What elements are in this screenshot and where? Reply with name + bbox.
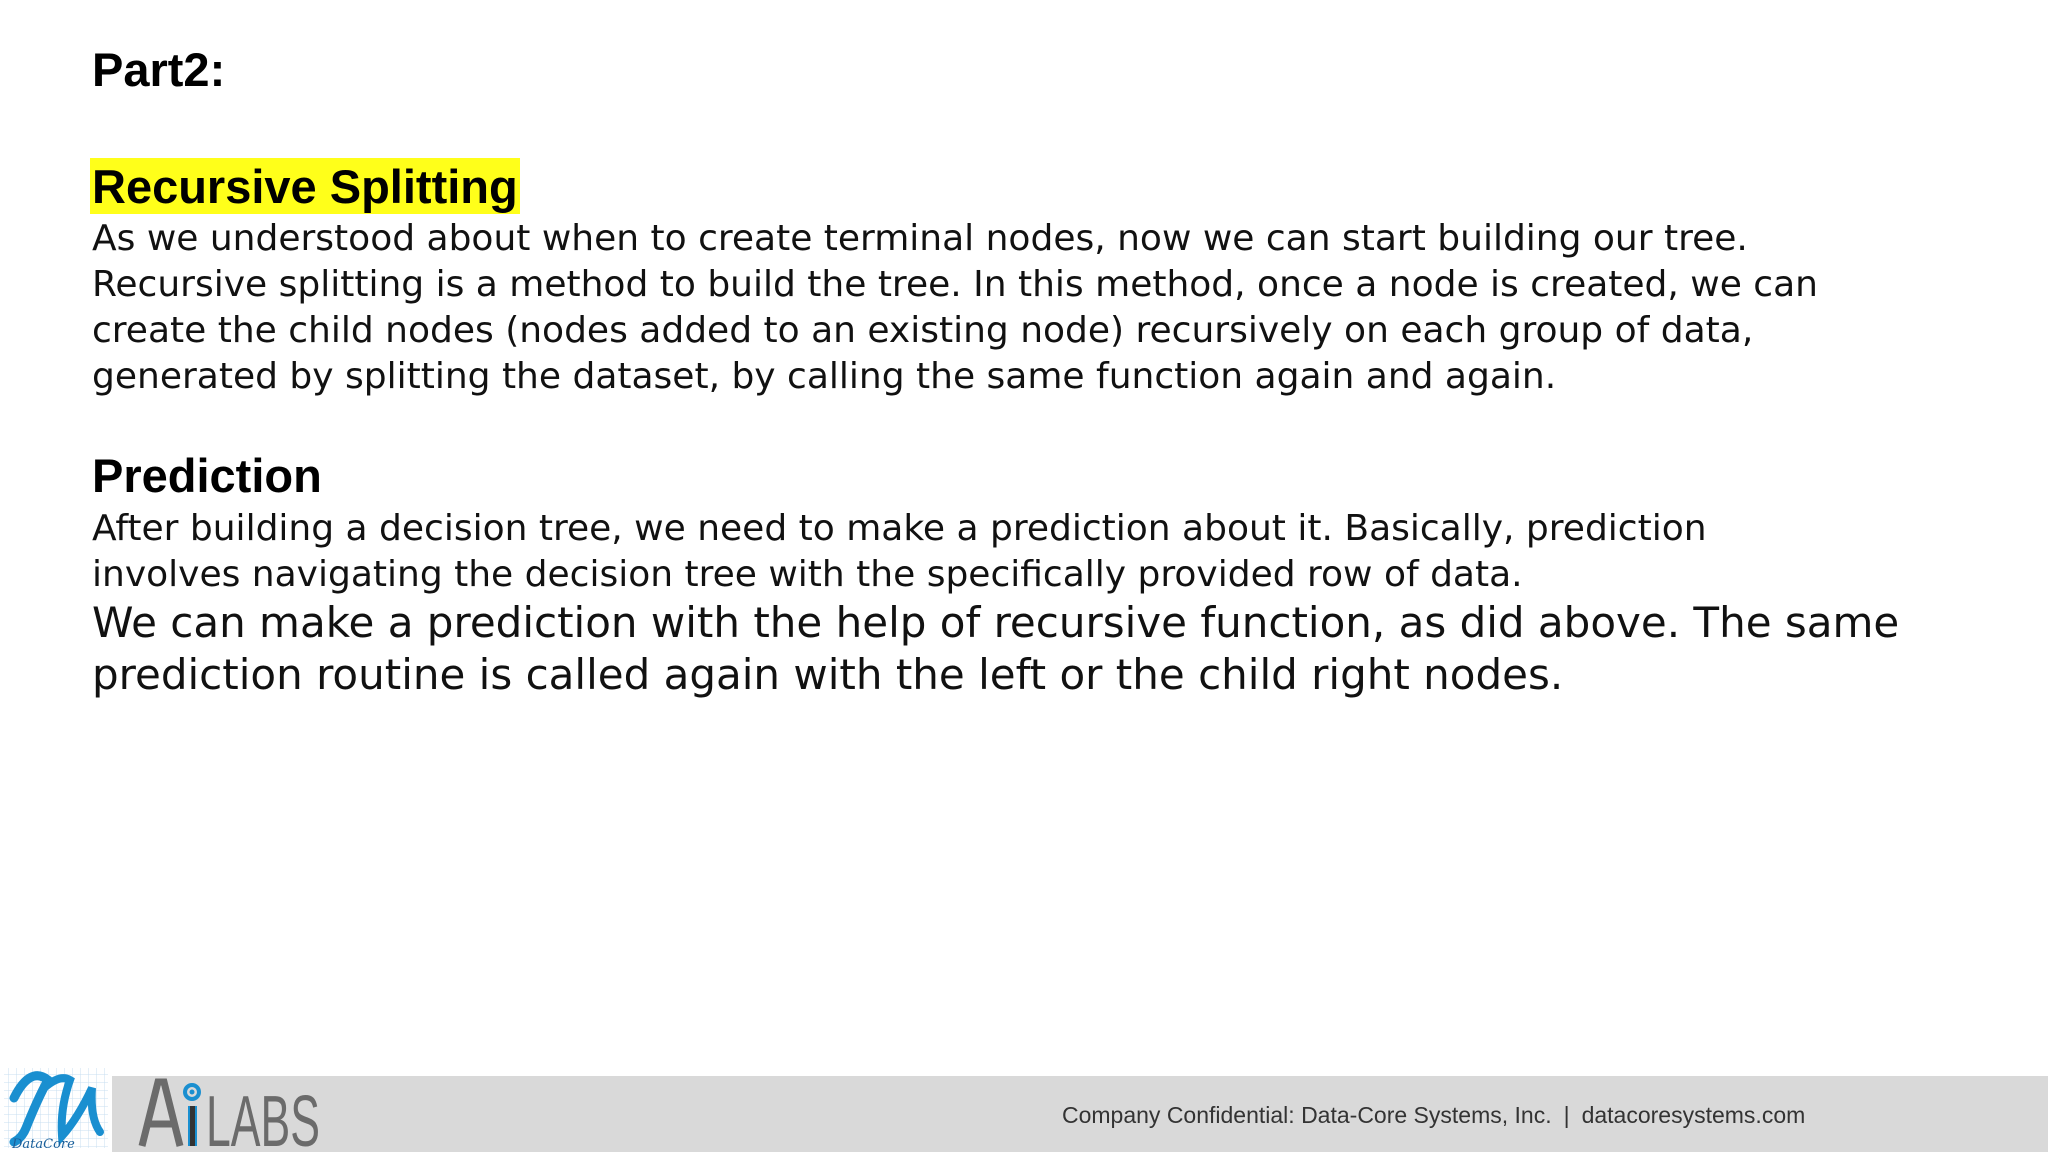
footer-confidential: Company Confidential: Data-Core Systems, Inc. (1062, 1102, 1552, 1128)
paragraph-line: After building a decision tree, we need to make a prediction about it. Basically, prediction (92, 508, 1707, 549)
prediction-paragraph (92, 506, 2022, 598)
ailabs-logo-text: AiLABS (130, 1072, 134, 1073)
section-heading-prediction: Prediction (92, 449, 322, 502)
paragraph-line: We can make a prediction with the help of recursive function, as did above. The same (92, 598, 1900, 647)
paragraph-line: Recursive splitting is a method to build the tree. In this method, once a node is created, we can (92, 264, 1818, 305)
prediction-paragraph-large (92, 597, 2022, 701)
ailabs-logo (130, 1072, 330, 1156)
footer-text (1062, 1098, 1805, 1132)
footer-website-link[interactable]: datacoresystems.com (1581, 1102, 1806, 1128)
paragraph-line: involves navigating the decision tree with the specifically provided row of data. (92, 554, 1523, 595)
paragraph-line: generated by splitting the dataset, by calling the same function again and again. (92, 356, 1557, 397)
datacore-logo-text: DataCore (12, 1137, 75, 1152)
svg-text:LABS: LABS (206, 1082, 320, 1156)
section-heading-recursive-splitting: Recursive Splitting (92, 160, 518, 213)
recursive-splitting-paragraph (92, 216, 2022, 400)
paragraph-line: As we understood about when to create terminal nodes, now we can start building our tree. (92, 218, 1748, 259)
paragraph-line: create the child nodes (nodes added to an existing node) recursively on each group of data, (92, 310, 1754, 351)
slide-title: Part2: (92, 43, 226, 96)
footer-separator: | (1563, 1102, 1570, 1128)
datacore-logo (0, 1058, 112, 1152)
paragraph-line: prediction routine is called again with the left or the child right nodes. (92, 650, 1564, 699)
